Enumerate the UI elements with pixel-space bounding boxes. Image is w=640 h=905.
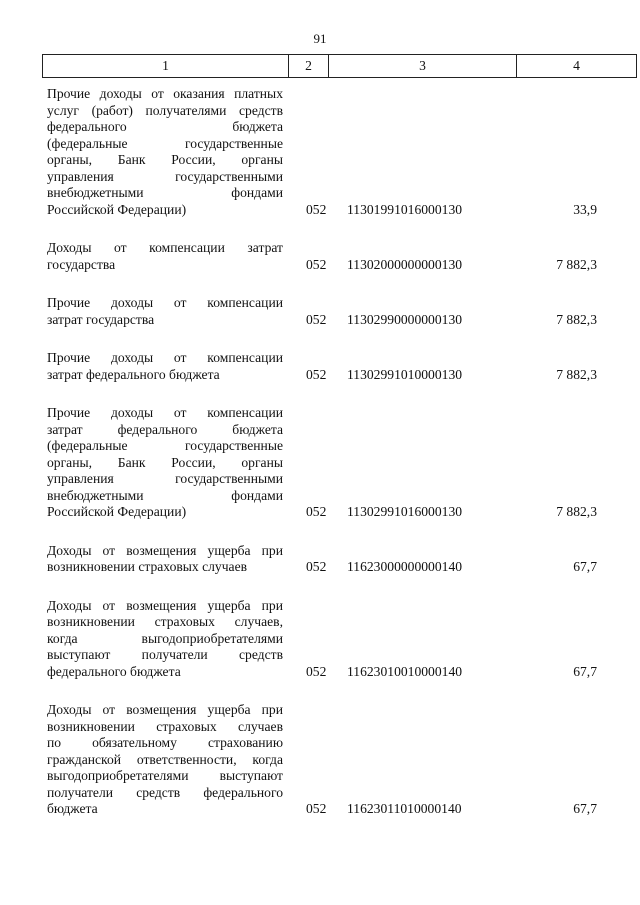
description-line: Доходы от возмещения ущерба при — [47, 542, 283, 558]
row-amount: 67,7 — [573, 663, 597, 679]
description-line: затрат федерального бюджета — [47, 366, 220, 382]
row-code: 052 — [306, 366, 327, 382]
description-line: Российской Федерации) — [47, 504, 187, 519]
description-line: Прочие доходы от компенсации — [47, 295, 283, 310]
row-code: 052 — [306, 559, 327, 574]
description-line: (федеральные государственные — [47, 438, 283, 453]
description-line: управления государственными — [47, 471, 283, 486]
description-line: возникновении страховых случаев, — [47, 614, 283, 629]
table-row — [0, 240, 640, 273]
row-budget-classification-code: 11623011010000140 — [347, 801, 462, 816]
description-line: выгодоприобретателями выступают — [47, 768, 283, 783]
table-row — [0, 350, 640, 383]
description-line: органы, Банк России, органы — [47, 454, 283, 470]
row-amount: 67,7 — [573, 559, 597, 574]
row-description — [47, 405, 283, 521]
row-amount: 7 882,3 — [556, 366, 597, 382]
description-line: Прочие доходы от компенсации — [47, 350, 283, 365]
column-header-table — [42, 54, 637, 78]
row-description — [47, 295, 283, 328]
description-line: возникновении страховых случаев — [47, 559, 248, 574]
description-line: Прочие доходы от компенсации — [47, 405, 283, 420]
description-line: бюджета — [47, 801, 98, 816]
table-row — [0, 295, 640, 328]
row-amount: 33,9 — [573, 201, 597, 217]
description-line: Доходы от компенсации затрат — [47, 240, 283, 255]
table-row — [0, 598, 640, 681]
page-number: 91 — [313, 31, 327, 46]
table-row — [0, 405, 640, 521]
description-line: когда выгодоприобретателями — [47, 630, 283, 646]
row-description — [47, 543, 283, 576]
row-description — [47, 702, 283, 818]
row-budget-classification-code: 11623000000000140 — [347, 559, 463, 574]
description-line: услуг (работ) получателями средств — [47, 102, 283, 118]
row-budget-classification-code: 11301991016000130 — [347, 201, 463, 217]
row-amount: 7 882,3 — [556, 256, 597, 272]
row-budget-classification-code: 11302991016000130 — [347, 504, 463, 519]
description-line: органы, Банк России, органы — [47, 152, 283, 167]
description-line: получатели средств федерального — [47, 784, 283, 800]
row-amount: 7 882,3 — [556, 311, 597, 327]
description-line: возникновении страховых случаев — [47, 718, 283, 734]
row-code: 052 — [306, 201, 327, 217]
row-budget-classification-code: 11623010010000140 — [347, 663, 463, 679]
row-description — [47, 350, 283, 383]
row-budget-classification-code: 11302990000000130 — [347, 311, 463, 327]
description-line: федерального бюджета — [47, 663, 181, 679]
description-line: внебюджетными фондами — [47, 185, 283, 200]
row-code: 052 — [306, 504, 327, 519]
table-row — [0, 702, 640, 818]
description-line: государства — [47, 256, 116, 272]
row-description — [47, 598, 283, 681]
row-budget-classification-code: 11302991010000130 — [347, 366, 463, 382]
row-code: 052 — [306, 663, 327, 679]
description-line: гражданской ответственности, когда — [47, 751, 283, 767]
description-line: внебюджетными фондами — [47, 487, 283, 503]
description-line: Российской Федерации) — [47, 201, 187, 217]
description-line: управления государственными — [47, 168, 283, 184]
column-header-1: 1 — [43, 55, 289, 78]
row-budget-classification-code: 11302000000000130 — [347, 256, 463, 272]
description-line: (федеральные государственные — [47, 135, 283, 151]
description-line: Доходы от возмещения ущерба при — [47, 702, 283, 717]
column-header-4: 4 — [517, 55, 637, 78]
description-line: Прочие доходы от оказания платных — [47, 86, 283, 101]
table-row — [0, 86, 640, 218]
column-header-row — [43, 55, 637, 78]
row-code: 052 — [306, 311, 327, 327]
row-description — [47, 86, 283, 218]
description-line: федерального бюджета — [47, 119, 283, 134]
table-row — [0, 543, 640, 576]
description-line: затрат федерального бюджета — [47, 421, 283, 437]
row-code: 052 — [306, 801, 327, 816]
table-body — [0, 86, 640, 840]
description-line: затрат государства — [47, 311, 155, 327]
row-code: 052 — [306, 256, 327, 272]
description-line: по обязательному страхованию — [47, 735, 283, 750]
column-header-2: 2 — [289, 55, 329, 78]
description-line: Доходы от возмещения ущерба при — [47, 597, 283, 613]
column-header-3: 3 — [329, 55, 517, 78]
row-amount: 7 882,3 — [556, 504, 597, 519]
description-line: выступают получатели средств — [47, 647, 283, 662]
row-description — [47, 240, 283, 273]
row-amount: 67,7 — [573, 801, 597, 816]
